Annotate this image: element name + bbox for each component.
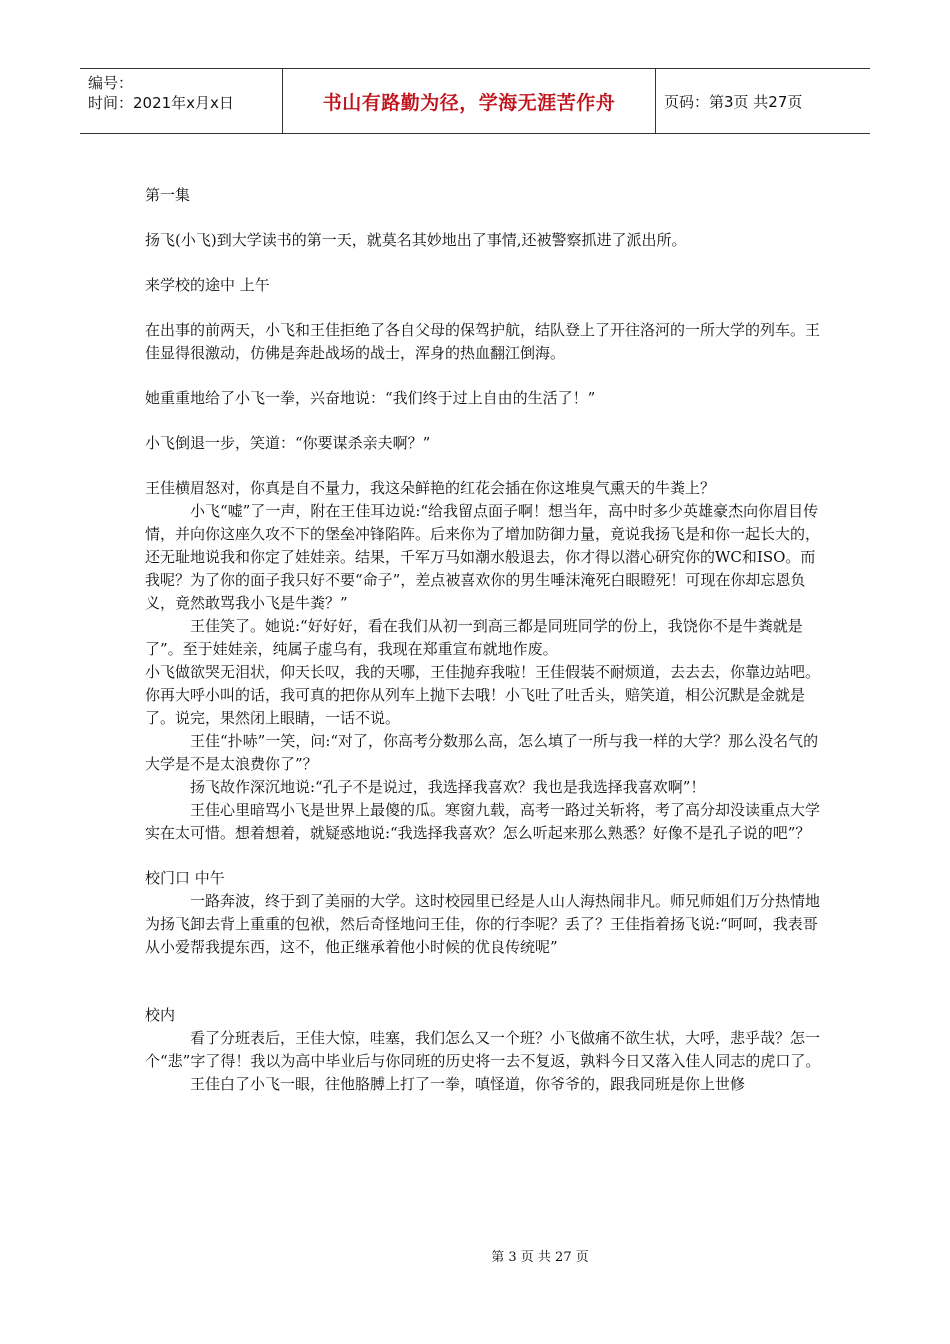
scene-heading: 校门口 中午 (145, 869, 225, 887)
paragraph: 小飞倒退一步，笑道：“你要谋杀亲夫啊？” (145, 434, 431, 452)
header-page-info: 页码：第3页 共27页 (664, 92, 803, 111)
header-motto: 书山有路勤为径，学海无涯苦作舟 (322, 91, 616, 114)
paragraph: 小飞“嘘”了一声，附在王佳耳边说:“给我留点面子啊！想当年，高中时多少英雄豪杰向你眉目传情，并向你这座久攻不下的堡垒冲锋陷阵。后来你为了增加防御力量，竟说我扬飞是和你一起长大的，还无耻地说我和你定了娃娃亲。结果，千军万马如潮水般退去，你才得以潜心研究你的WC和ISO。而我呢？为了你的面子我只好不要“命子”，差点被喜欢你的男生唾沫淹死白眼瞪死！可现在你却忘恩负义，竟然敢骂我小飞是牛粪？” (145, 502, 821, 612)
paragraph: 王佳“扑哧”一笑，问:“对了，你高考分数那么高，怎么填了一所与我一样的大学？那么没名气的大学是不是太浪费你了”？ (145, 732, 819, 773)
document-code-label: 编号： (88, 74, 134, 92)
paragraph: 王佳笑了。她说:“好好好，看在我们从初一到高三都是同班同学的份上，我饶你不是牛粪就是了”。至于娃娃亲，纯属子虚乌有，我现在郑重宣布就地作废。 (145, 617, 803, 658)
paragraph: 扬飞(小飞)到大学读书的第一天，就莫名其妙地出了事情,还被警察抓进了派出所。 (145, 231, 687, 249)
paragraph: 王佳心里暗骂小飞是世界上最傻的瓜。寒窗九载，高考一路过关斩将，考了高分却没读重点大学实在太可惜。想着想着，就疑惑地说:“我选择我喜欢？怎么听起来那么熟悉？好像不是孔子说的吧”？ (145, 801, 821, 842)
header-meta (80, 69, 282, 133)
paragraph: 看了分班表后，王佳大惊，哇塞，我们怎么又一个班？小飞做痛不欲生状，大呼，悲乎哉？怎一个“悲”字了得！我以为高中毕业后与你同班的历史将一去不复返，孰料今日又落入佳人同志的虎口了。 (145, 1029, 821, 1070)
episode-title: 第一集 (145, 186, 191, 204)
document-body (145, 184, 825, 1096)
scene-heading: 校内 (145, 1006, 176, 1024)
page-header (80, 68, 870, 134)
paragraph: 小飞做欲哭无泪状，仰天长叹，我的天哪，王佳抛弃我啦！王佳假装不耐烦道，去去去，你靠边站吧。你再大呼小叫的话，我可真的把你从列车上抛下去哦！小飞吐了吐舌头，赔笑道，相公沉默是金就是了。说完，果然闭上眼睛，一话不说。 (145, 663, 821, 727)
header-motto-cell (282, 69, 656, 133)
paragraph: 扬飞故作深沉地说:“孔子不是说过，我选择我喜欢？我也是我选择我喜欢啊”！ (190, 778, 706, 796)
paragraph: 王佳横眉怒对，你真是自不量力，我这朵鲜艳的红花会插在你这堆臭气熏天的牛粪上？ (145, 479, 716, 497)
paragraph: 在出事的前两天，小飞和王佳拒绝了各自父母的保驾护航，结队登上了开往洛河的一所大学的列车。王佳显得很激动，仿佛是奔赴战场的战士，浑身的热血翻江倒海。 (145, 321, 821, 362)
scene-heading: 来学校的途中 上午 (145, 276, 270, 294)
paragraph: 一路奔波，终于到了美丽的大学。这时校园里已经是人山人海热闹非凡。师兄师姐们万分热情地为扬飞卸去背上重重的包袱，然后奇怪地问王佳，你的行李呢？丢了？王佳指着扬飞说:“呵呵，我表哥从小爱帮我提东西，这不，他正继承着他小时候的优良传统呢” (145, 892, 821, 956)
page-footer: 第 3 页 共 27 页 (491, 1250, 589, 1265)
paragraph: 王佳白了小飞一眼，往他胳膊上打了一拳，嗔怪道，你爷爷的，跟我同班是你上世修 (190, 1075, 746, 1093)
paragraph: 她重重地给了小飞一拳，兴奋地说：“我们终于过上自由的生活了！” (145, 389, 596, 407)
document-date: 时间：2021年x月x日 (88, 94, 234, 112)
